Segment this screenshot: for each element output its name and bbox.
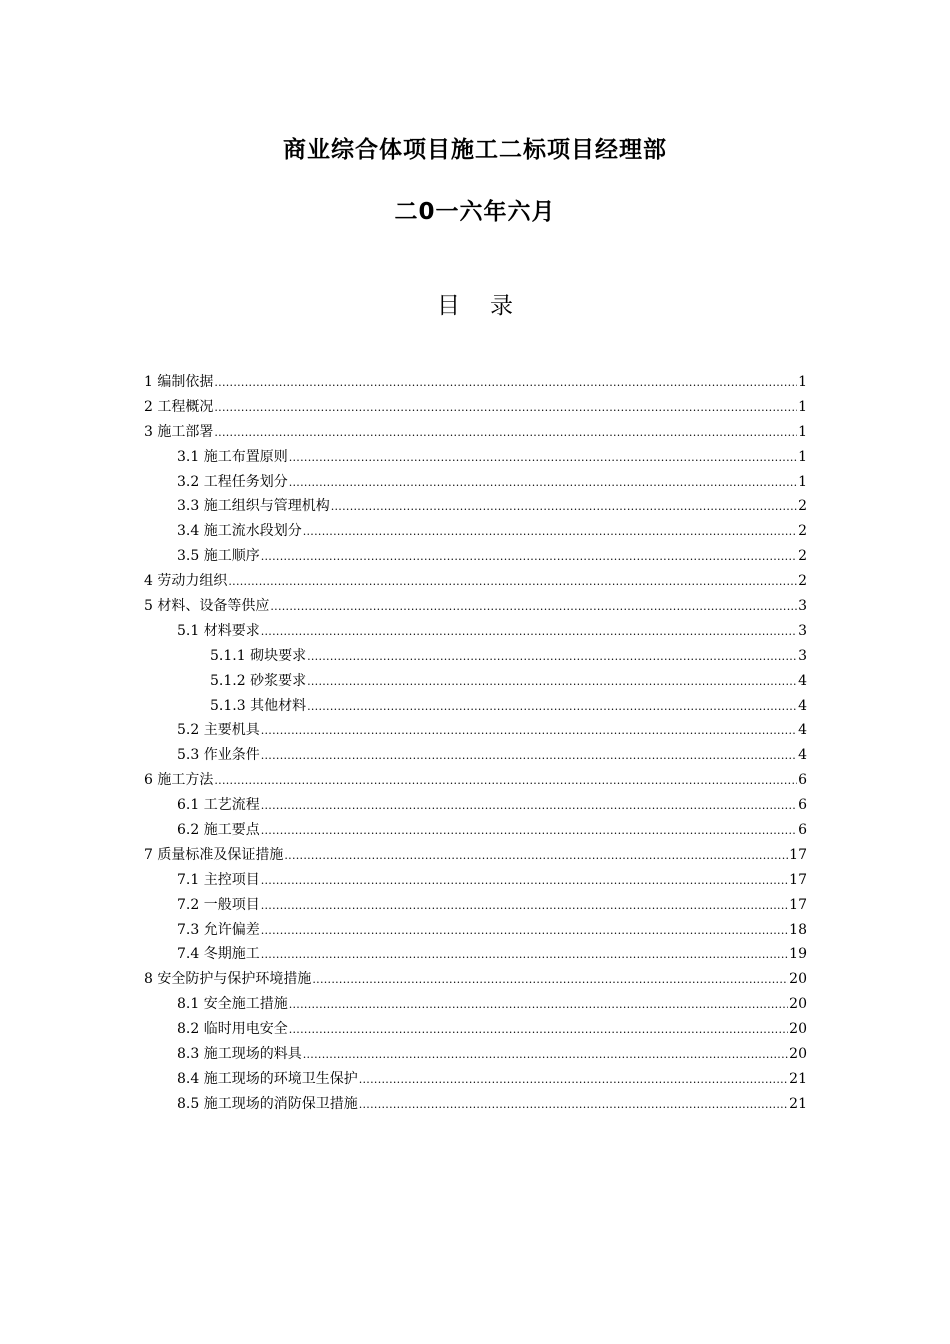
toc-dot-leader: [228, 570, 797, 595]
toc-entry[interactable]: [144, 818, 807, 843]
toc-entry[interactable]: [144, 519, 807, 544]
toc-entry-page: 1: [798, 423, 807, 440]
toc-entry-title: 7.4 冬期施工: [177, 946, 260, 963]
toc-entry-page: 6: [798, 797, 807, 814]
org-title: 商业综合体项目施工二标项目经理部: [283, 137, 667, 163]
toc-entry[interactable]: [144, 768, 807, 793]
toc-entry-title: 3.4 施工流水段划分: [177, 523, 302, 540]
toc-dot-leader: [214, 371, 797, 396]
toc-entry-title: 6 施工方法: [144, 772, 214, 789]
toc-entry[interactable]: [144, 1042, 807, 1067]
toc-entry[interactable]: [144, 694, 807, 719]
toc-entry[interactable]: [144, 942, 807, 967]
toc-dot-leader: [284, 844, 788, 869]
toc-entry-title: 7.1 主控项目: [177, 871, 260, 888]
toc-entry-page: 3: [798, 622, 807, 639]
toc-entry-page: 3: [798, 598, 807, 615]
toc-entry[interactable]: [144, 718, 807, 743]
toc-entry-page: 20: [789, 1046, 807, 1063]
toc-dot-leader: [261, 744, 797, 769]
toc-entry-page: 17: [789, 871, 807, 888]
toc-dot-leader: [312, 968, 788, 993]
toc-dot-leader: [307, 695, 797, 720]
toc-entry-page: 19: [789, 946, 807, 963]
toc-entry-title: 5.1.2 砂浆要求: [210, 672, 307, 689]
toc-entry-page: 17: [789, 846, 807, 863]
toc-entry-title: 5.1.1 砌块要求: [210, 647, 307, 664]
toc-entry[interactable]: [144, 544, 807, 569]
toc-entry-title: 3.2 工程任务划分: [177, 473, 288, 490]
toc-dot-leader: [289, 993, 788, 1018]
toc-entry[interactable]: [144, 1092, 807, 1117]
toc-dot-leader: [214, 421, 797, 446]
date-title: 二0一六年六月: [394, 199, 556, 225]
toc-entry-title: 8 安全防护与保护环境措施: [144, 971, 312, 988]
toc-entry[interactable]: [144, 669, 807, 694]
toc-entry-page: 1: [798, 473, 807, 490]
toc-entry[interactable]: [144, 569, 807, 594]
toc-entry-page: 20: [789, 1021, 807, 1038]
toc-entry-title: 2 工程概况: [144, 398, 214, 415]
toc-entry-page: 6: [798, 822, 807, 839]
toc-entry[interactable]: [144, 967, 807, 992]
toc-entry-title: 4 劳动力组织: [144, 573, 228, 590]
toc-entry-page: 2: [798, 523, 807, 540]
table-of-contents: [144, 370, 807, 1117]
toc-dot-leader: [331, 495, 797, 520]
toc-entry-title: 8.2 临时用电安全: [177, 1021, 288, 1038]
toc-entry-title: 6.1 工艺流程: [177, 797, 260, 814]
toc-entry-title: 8.3 施工现场的料具: [177, 1046, 302, 1063]
toc-entry[interactable]: [144, 395, 807, 420]
toc-dot-leader: [261, 894, 788, 919]
toc-entry[interactable]: [144, 793, 807, 818]
toc-entry[interactable]: [144, 843, 807, 868]
toc-entry-page: 18: [789, 921, 807, 938]
toc-entry-page: 20: [789, 996, 807, 1013]
toc-entry-title: 3.1 施工布置原则: [177, 448, 288, 465]
toc-entry[interactable]: [144, 992, 807, 1017]
toc-entry-page: 2: [798, 573, 807, 590]
toc-entry-page: 2: [798, 548, 807, 565]
toc-entry-title: 5.1.3 其他材料: [210, 697, 307, 714]
toc-dot-leader: [289, 471, 797, 496]
toc-entry-page: 4: [798, 672, 807, 689]
toc-dot-leader: [261, 794, 797, 819]
toc-entry-page: 4: [798, 722, 807, 739]
toc-dot-leader: [270, 595, 797, 620]
toc-entry[interactable]: [144, 370, 807, 395]
toc-dot-leader: [359, 1068, 788, 1093]
toc-entry[interactable]: [144, 470, 807, 495]
toc-dot-leader: [261, 943, 788, 968]
toc-entry[interactable]: [144, 918, 807, 943]
toc-dot-leader: [214, 769, 797, 794]
toc-entry-page: 4: [798, 747, 807, 764]
toc-entry-title: 8.4 施工现场的环境卫生保护: [177, 1070, 358, 1087]
toc-entry-page: 4: [798, 697, 807, 714]
toc-entry-page: 6: [798, 772, 807, 789]
toc-entry-title: 5.3 作业条件: [177, 747, 260, 764]
toc-entry-title: 8.1 安全施工措施: [177, 996, 288, 1013]
toc-dot-leader: [261, 869, 788, 894]
toc-entry-title: 5.1 材料要求: [177, 622, 260, 639]
toc-dot-leader: [307, 645, 797, 670]
toc-entry[interactable]: [144, 420, 807, 445]
toc-entry-title: 5.2 主要机具: [177, 722, 260, 739]
toc-entry-title: 8.5 施工现场的消防保卫措施: [177, 1095, 358, 1112]
toc-entry-title: 5 材料、设备等供应: [144, 598, 270, 615]
toc-entry-page: 20: [789, 971, 807, 988]
toc-entry-title: 3.5 施工顺序: [177, 548, 260, 565]
toc-dot-leader: [289, 1018, 788, 1043]
toc-entry[interactable]: [144, 1017, 807, 1042]
toc-entry[interactable]: [144, 644, 807, 669]
toc-entry-title: 6.2 施工要点: [177, 822, 260, 839]
toc-entry[interactable]: [144, 868, 807, 893]
toc-entry[interactable]: [144, 594, 807, 619]
toc-entry-page: 17: [789, 896, 807, 913]
toc-entry-title: 7.2 一般项目: [177, 896, 260, 913]
toc-entry-title: 3.3 施工组织与管理机构: [177, 498, 330, 515]
toc-dot-leader: [214, 396, 797, 421]
toc-dot-leader: [261, 819, 797, 844]
toc-entry-page: 1: [798, 398, 807, 415]
toc-dot-leader: [261, 719, 797, 744]
toc-entry-page: 21: [789, 1070, 807, 1087]
toc-entry[interactable]: [144, 1067, 807, 1092]
toc-entry[interactable]: [144, 743, 807, 768]
toc-entry[interactable]: [144, 893, 807, 918]
toc-entry-title: 7 质量标准及保证措施: [144, 846, 284, 863]
toc-entry-title: 7.3 允许偏差: [177, 921, 260, 938]
toc-dot-leader: [307, 670, 797, 695]
toc-dot-leader: [289, 446, 797, 471]
toc-entry-title: 1 编制依据: [144, 374, 214, 390]
toc-entry-page: 1: [798, 374, 807, 390]
toc-dot-leader: [303, 520, 797, 545]
toc-entry-page: 2: [798, 498, 807, 515]
toc-entry[interactable]: [144, 445, 807, 470]
toc-entry-page: 3: [798, 647, 807, 664]
toc-entry-page: 1: [798, 448, 807, 465]
toc-heading: 目录: [437, 293, 543, 319]
toc-dot-leader: [261, 919, 788, 944]
toc-dot-leader: [261, 620, 797, 645]
toc-entry-title: 3 施工部署: [144, 423, 214, 440]
toc-entry[interactable]: [144, 494, 807, 519]
toc-dot-leader: [261, 545, 797, 570]
toc-dot-leader: [303, 1043, 788, 1068]
toc-entry[interactable]: [144, 619, 807, 644]
toc-dot-leader: [359, 1093, 788, 1118]
toc-entry-page: 21: [789, 1095, 807, 1112]
